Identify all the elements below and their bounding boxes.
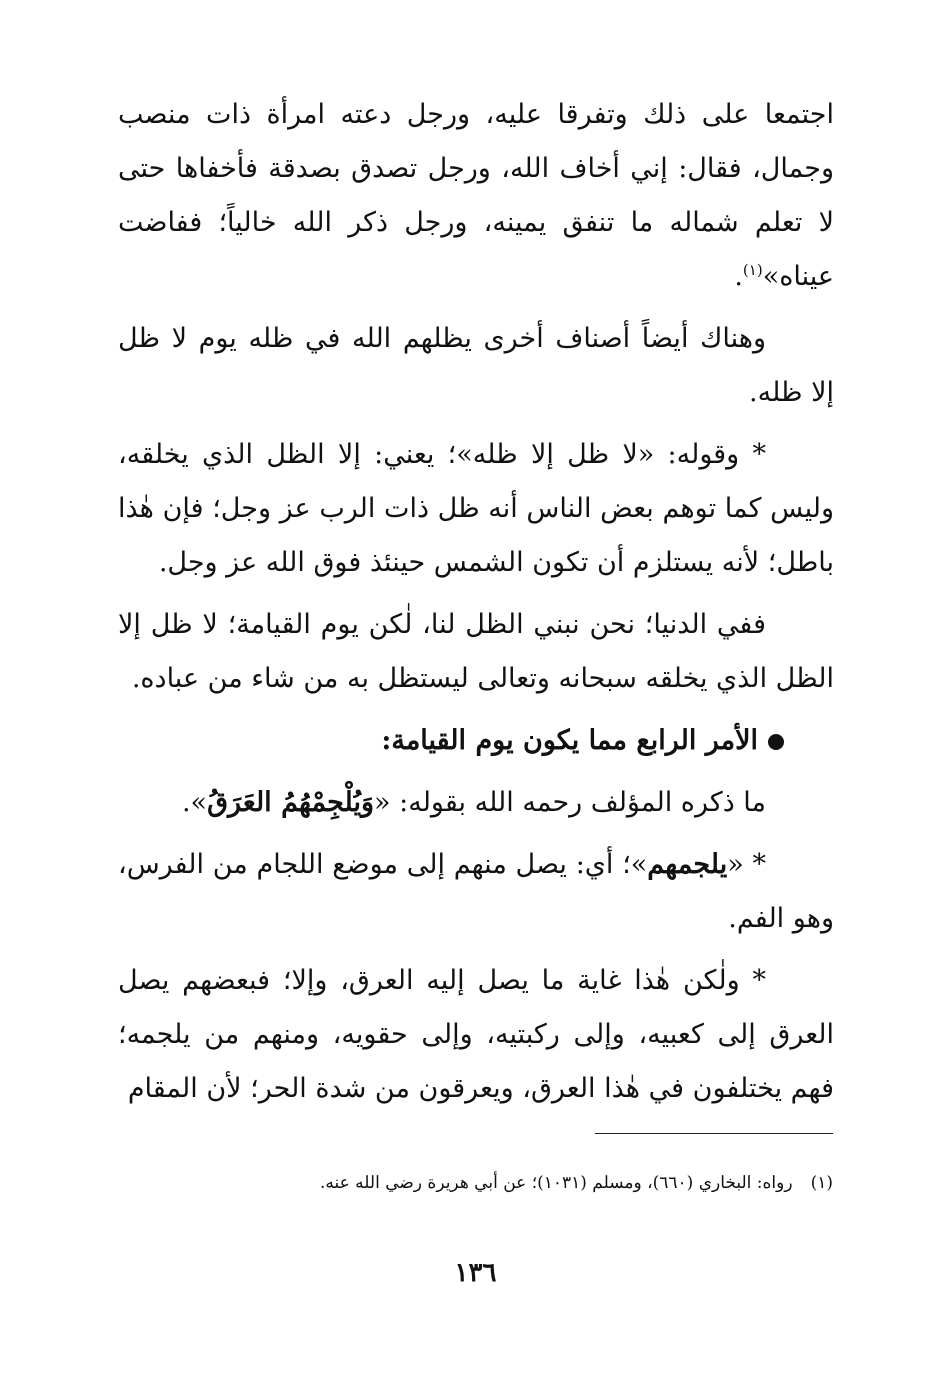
- paragraph-end-mark: ».: [181, 787, 208, 818]
- paragraph-author-quote: [118, 776, 834, 830]
- paragraph-worldly-shade: ففي الدنيا؛ نحن نبني الظل لنا، لٰكن يوم القيامة؛ لا ظل إلا الظل الذي يخلقه سبحانه وتعالى ليستظل به من شاء من عباده.: [118, 609, 834, 694]
- bullet-icon: [768, 734, 784, 750]
- paragraph-text: ما ذكره المؤلف رحمه الله بقوله: «: [374, 787, 766, 818]
- paragraph-text: اجتمعا على ذلك وتفرقا عليه، ورجل دعته امرأة ذات منصب وجمال، فقال: إني أخاف الله، ورجل تصدق بصدقة فأخفاها حتى لا تعلم شماله ما تنفق يمينه، ورجل ذكر الله خالياً؛ ففاضت عيناه»: [118, 99, 834, 292]
- footnote: [117, 1168, 833, 1198]
- page-body: [118, 88, 834, 1124]
- section-heading: [118, 714, 834, 768]
- quoted-word: يلجمهم: [647, 849, 728, 880]
- footnote-reference[interactable]: (١): [742, 261, 763, 279]
- paragraph-other-categories: وهناك أيضاً أصناف أخرى يظلهم الله في ظله يوم لا ظل إلا ظله.: [118, 323, 834, 408]
- paragraph-yuljimuhum: [118, 838, 834, 946]
- paragraph-text: »؛ أي: يصل منهم إلى موضع اللجام من الفرس، وهو الفم.: [118, 849, 834, 934]
- section-heading-text: الأمر الرابع مما يكون يوم القيامة:: [381, 725, 758, 756]
- footnote-divider: [595, 1133, 833, 1134]
- paragraph-hadith-end: [118, 88, 834, 304]
- footnote-number: (١): [810, 1173, 833, 1193]
- paragraph-sweat-levels: * ولٰكن هٰذا غاية ما يصل إليه العرق، وإلا؛ فبعضهم يصل العرق إلى كعبيه، وإلى ركبتيه، وإلى حقويه، ومنهم من يلجمه؛ فهم يختلفون في هٰذا العرق، ويعرقون من شدة الحر؛ لأن المقام: [118, 965, 834, 1104]
- footnote-text: رواه: البخاري (٦٦٠)، ومسلم (١٠٣١)؛ عن أبي هريرة رضي الله عنه.: [319, 1173, 793, 1193]
- paragraph-shade-meaning: * وقوله: «لا ظل إلا ظله»؛ يعني: إلا الظل الذي يخلقه، وليس كما توهم بعض الناس أنه ظل ذات الرب عز وجل؛ فإن هٰذا باطل؛ لأنه يستلزم أن تكون الشمس حينئذ فوق الله عز وجل.: [118, 439, 834, 578]
- page-number: ١٣٦: [454, 1258, 497, 1288]
- quoted-phrase: وَيُلْجِمْهُمُ العَرَقُ: [207, 787, 375, 818]
- paragraph-text: * «: [727, 849, 766, 880]
- paragraph-end-mark: .: [734, 261, 743, 292]
